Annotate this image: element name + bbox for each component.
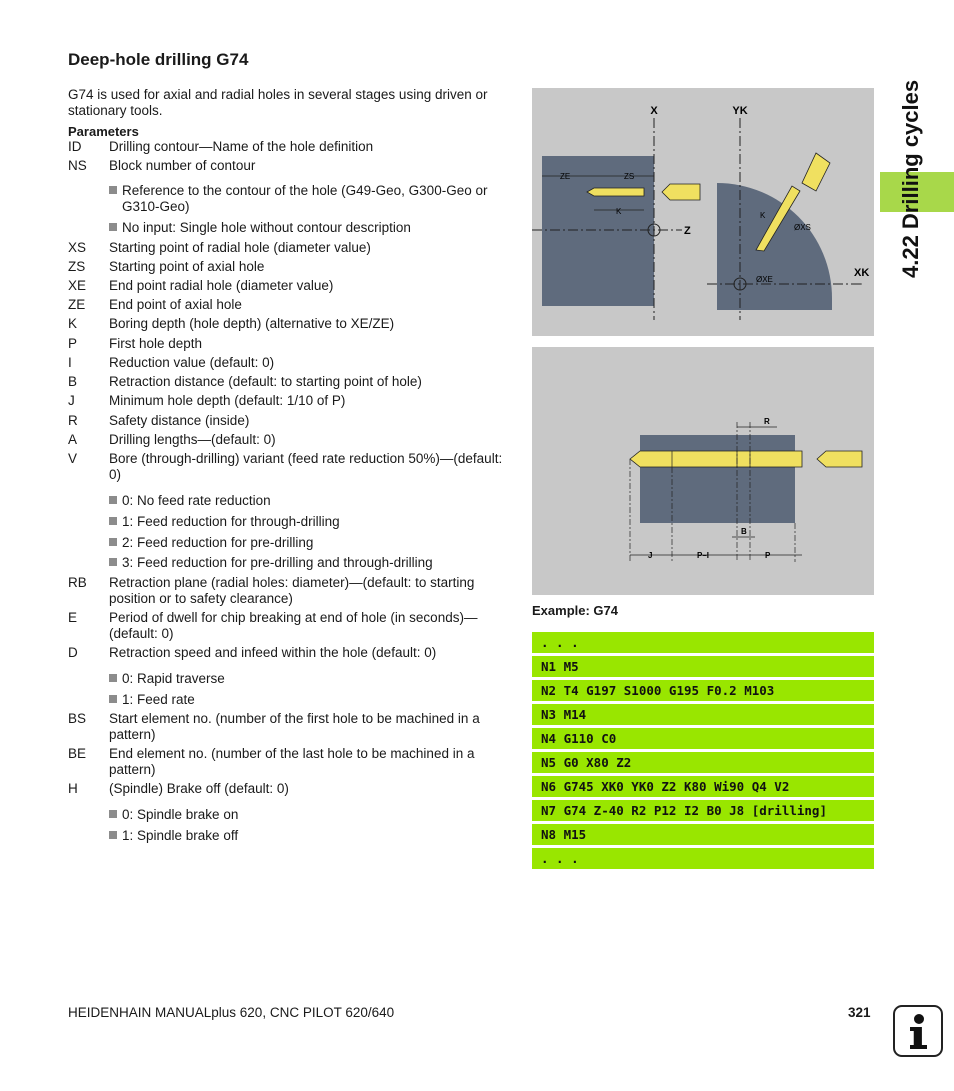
param-desc: Starting point of axial hole [109,259,265,274]
param-desc: End element no. (number of the last hole to be machined in a pattern) [109,746,475,777]
param-key: J [68,393,75,408]
option-text: 0: No feed rate reduction [122,493,271,508]
label-xs: ØXS [794,223,811,232]
code-line: N4 G110 C0 [532,728,874,749]
code-line: N5 G0 X80 Z2 [532,752,874,773]
bullet-square-icon [109,674,117,682]
param-desc: Block number of contour [109,158,256,173]
option-text: 2: Feed reduction for pre-drilling [122,535,314,550]
param-key: H [68,781,78,796]
bullet-square-icon [109,831,117,839]
label-p: P [765,551,771,560]
option-text: 1: Feed rate [122,692,195,707]
option-item [109,220,509,236]
param-desc: Bore (through-drilling) variant (feed rate reduction 50%)—(default: 0) [109,451,503,482]
label-x: X [650,105,658,117]
param-desc: Safety distance (inside) [109,413,250,428]
bullet-square-icon [109,223,117,231]
workpiece-axial [542,156,654,306]
example-label: Example: G74 [532,603,618,618]
bullet-square-icon [109,496,117,504]
label-xk: XK [854,267,870,279]
param-key: ZS [68,259,86,274]
param-key: E [68,610,78,625]
option-text: 3: Feed reduction for pre-drilling and through-drilling [122,555,433,570]
code-line: N1 M5 [532,656,874,677]
code-line: N3 M14 [532,704,874,725]
param-desc: (Spindle) Brake off (default: 0) [109,781,289,796]
param-key: BE [68,746,87,761]
option-item [109,535,509,551]
label-j: J [648,551,653,560]
option-item [109,671,509,687]
option-item [109,183,522,215]
label-r: R [764,417,770,426]
param-key: D [68,645,78,660]
option-item [109,493,509,509]
info-stem [910,1027,927,1049]
option-item [109,828,509,844]
param-desc: Start element no. (number of the first hole to be machined in a pattern) [109,711,480,742]
param-desc: Reduction value (default: 0) [109,355,275,370]
param-desc: First hole depth [109,336,203,351]
label-xe: ØXE [756,275,773,284]
option-item [109,555,509,571]
label-k: K [616,207,622,216]
bullet-square-icon [109,558,117,566]
param-key: ZE [68,297,86,312]
param-key: V [68,451,78,466]
footer-text: HEIDENHAIN MANUALplus 620, CNC PILOT 620/640 [68,1005,395,1020]
diagram1-svg [532,88,874,336]
drill-tool [817,451,862,467]
bullet-square-icon [109,810,117,818]
option-text: 1: Spindle brake off [122,828,239,843]
page-title: Deep-hole drilling G74 [68,50,249,69]
code-line: N7 G74 Z-40 R2 P12 I2 B0 J8 [drilling] [532,800,874,821]
page-number: 321 [848,1005,871,1020]
diagram2-svg [532,347,874,595]
label-k-radial: K [760,211,766,220]
param-desc: End point of axial hole [109,297,242,312]
radial-axial-drilling-diagram [532,88,874,336]
code-line: N2 T4 G197 S1000 G195 F0.2 M103 [532,680,874,701]
param-desc: Minimum hole depth (default: 1/10 of P) [109,393,346,408]
param-desc: Retraction plane (radial holes: diameter)—(default: to starting position or to safety clearance) [109,575,475,606]
bullet-square-icon [109,538,117,546]
option-item [109,692,509,708]
info-dot [914,1014,924,1024]
code-line: N8 M15 [532,824,874,845]
label-yk: YK [732,105,748,117]
param-desc: Period of dwell for chip breaking at end of hole (in seconds)—(default: 0) [109,610,478,641]
workpiece [640,435,795,523]
deep-hole-steps-diagram [532,347,874,595]
option-item [109,514,509,530]
param-desc: Retraction distance (default: to starting point of hole) [109,374,422,389]
label-p-i: P–I [697,551,710,560]
param-key: P [68,336,78,351]
radial-drill [802,153,830,191]
param-desc: Boring depth (hole depth) (alternative to XE/ZE) [109,316,395,331]
option-item [109,807,509,823]
chapter-tab-text: 4.22 Drilling cycles [898,79,923,278]
param-key: NS [68,158,87,173]
bullet-square-icon [109,186,117,194]
label-ze: ZE [560,172,571,181]
param-key: B [68,374,78,389]
code-line: . . . [532,632,874,653]
info-icon [893,1005,943,1057]
code-line: . . . [532,848,874,869]
param-desc: Retraction speed and infeed within the hole (default: 0) [109,645,437,660]
option-text: 0: Spindle brake on [122,807,239,822]
param-key: XS [68,240,87,255]
bullet-square-icon [109,695,117,703]
parameters-heading: Parameters [68,124,139,139]
label-z: Z [684,225,691,237]
option-text: Reference to the contour of the hole (G49-Geo, G300-Geo or G310-Geo) [122,183,488,214]
axial-drill [662,184,700,200]
param-key: K [68,316,78,331]
param-key: BS [68,711,87,726]
param-key: A [68,432,78,447]
param-key: ID [68,139,82,154]
intro-paragraph: G74 is used for axial and radial holes in several stages using driven or stationary tools. [68,87,488,118]
axial-hole [587,188,644,196]
bullet-square-icon [109,517,117,525]
option-text: 1: Feed reduction for through-drilling [122,514,340,529]
param-desc: Drilling contour—Name of the hole definition [109,139,374,154]
param-desc: Starting point of radial hole (diameter value) [109,240,371,255]
code-line: N6 G745 XK0 YK0 Z2 K80 Wi90 Q4 V2 [532,776,874,797]
param-key: R [68,413,78,428]
label-b: B [741,527,747,536]
workpiece-radial [717,183,832,310]
option-text: 0: Rapid traverse [122,671,225,686]
param-desc: End point radial hole (diameter value) [109,278,334,293]
drill-hole-stages [630,451,802,467]
param-key: XE [68,278,87,293]
param-desc: Drilling lengths—(default: 0) [109,432,276,447]
label-zs: ZS [624,172,635,181]
option-text: No input: Single hole without contour description [122,220,411,235]
param-key: I [68,355,72,370]
param-key: RB [68,575,87,590]
